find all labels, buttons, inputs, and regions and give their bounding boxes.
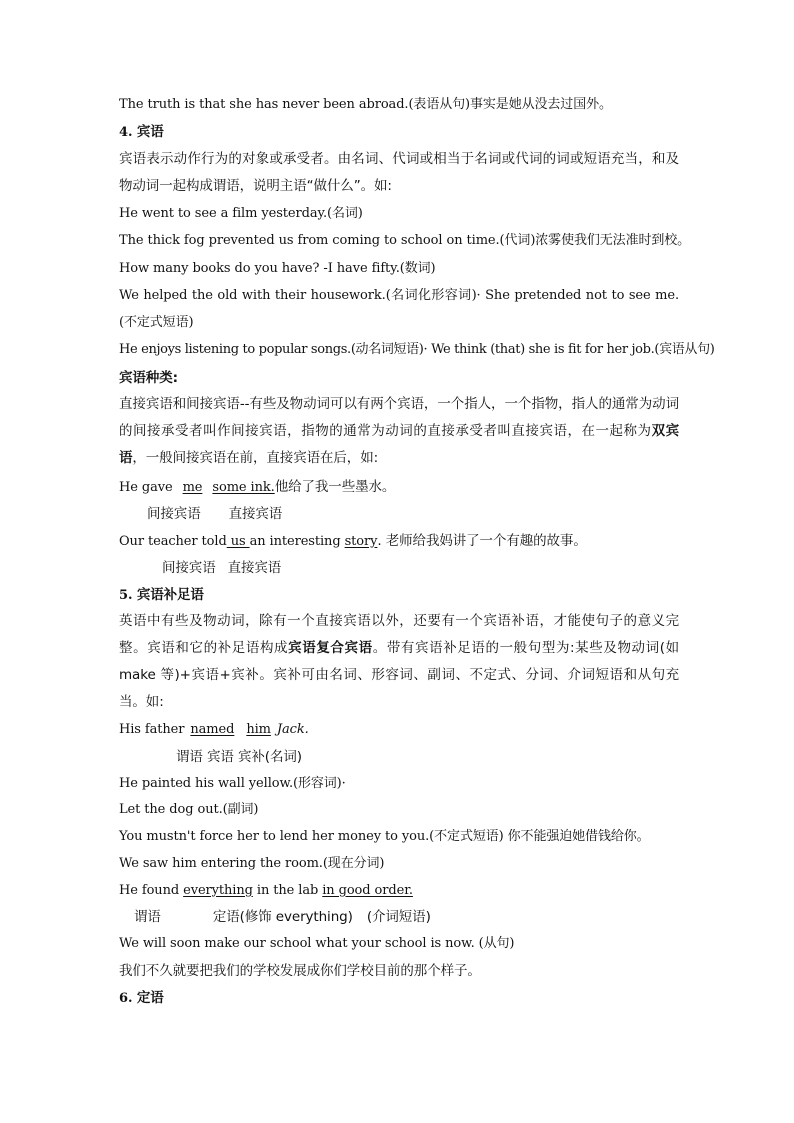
example-predicative-clause: The truth is that she has never been abroad.(表语从句)事实是她从没去过国外。 xyxy=(119,97,612,112)
example-double-object-1: He gave me some ink.他给了我一些墨水。 xyxy=(119,479,396,495)
example-complement-prep-phrase: He found everything in the lab in good order. xyxy=(119,883,413,898)
labels-complement-prep-phrase: 谓语 定语(修饰 everything) (介词短语) xyxy=(134,909,431,925)
example-complement-adverb: Let the dog out.(副词) xyxy=(119,802,259,817)
example-double-object-2: Our teacher told us an interesting story. 老师给我妈讲了一个有趣的故事。 xyxy=(119,533,587,549)
example-complement-participle: We saw him entering the room.(现在分词) xyxy=(119,856,385,871)
labels-complement-noun: 谓语 宾语 宾补(名词) xyxy=(176,749,302,765)
example-complement-noun: His father named him Jack. xyxy=(119,722,309,737)
example-gerund-clause: He enjoys listening to popular songs.(动名词短语)· We think (that) she is fit for her job.(宾语从句) xyxy=(119,342,715,357)
section-heading-5: 5. 宾语补足语 xyxy=(119,587,204,603)
labels-double-object-2: 间接宾语 直接宾语 xyxy=(162,560,282,576)
section-heading-4: 4. 宾语 xyxy=(119,124,164,140)
example-complement-clause-translation: 我们不久就要把我们的学校发展成你们学校目前的那个样子。 xyxy=(119,963,481,979)
object-definition: 宾语表示动作行为的对象或承受者。由名词、代词或相当于名词或代词的词或短语充当，和及物动词一起构成谓语，说明主语“做什么”。如: xyxy=(119,151,679,194)
example-noun: He went to see a film yesterday.(名词) xyxy=(119,206,363,221)
labels-double-object-1: 间接宾语 直接宾语 xyxy=(147,506,283,522)
example-numeral: How many books do you have? -I have fifty.(数词) xyxy=(119,261,436,276)
object-complement-paragraph: 英语中有些及物动词，除有一个直接宾语以外，还要有一个宾语补语，才能使句子的意义完整。宾语和它的补足语构成宾语复合宾语。带有宾语补足语的一般句型为:某些及物动词(如 make 等)+宾语+宾补。宾补可由名词、形容词、副词、不定式、分词、介词短语和从句充当。如: xyxy=(119,613,680,710)
section-heading-6: 6. 定语 xyxy=(119,990,164,1006)
example-complement-clause: We will soon make our school what your school is now. (从句) xyxy=(119,936,515,951)
example-pronoun: The thick fog prevented us from coming to school on time.(代词)浓雾使我们无法准时到校。 xyxy=(119,233,691,248)
object-kinds-heading: 宾语种类: xyxy=(119,370,178,386)
double-object-paragraph: 直接宾语和间接宾语--有些及物动词可以有两个宾语，一个指人，一个指物，指人的通常为动词的间接承受者叫作间接宾语，指物的通常为动词的直接承受者叫直接宾语，在一起称为双宾语，一般间接宾语在前，直接宾语在后，如: xyxy=(119,396,679,466)
example-complement-infinitive: You mustn't force her to lend her money to you.(不定式短语) 你不能强迫她借钱给你。 xyxy=(119,829,650,844)
example-complement-adjective: He painted his wall yellow.(形容词)· xyxy=(119,776,346,791)
example-adjective-infinitive: We helped the old with their housework.(名词化形容词)· She pretended not to see me.(不定式短语) xyxy=(119,288,679,330)
